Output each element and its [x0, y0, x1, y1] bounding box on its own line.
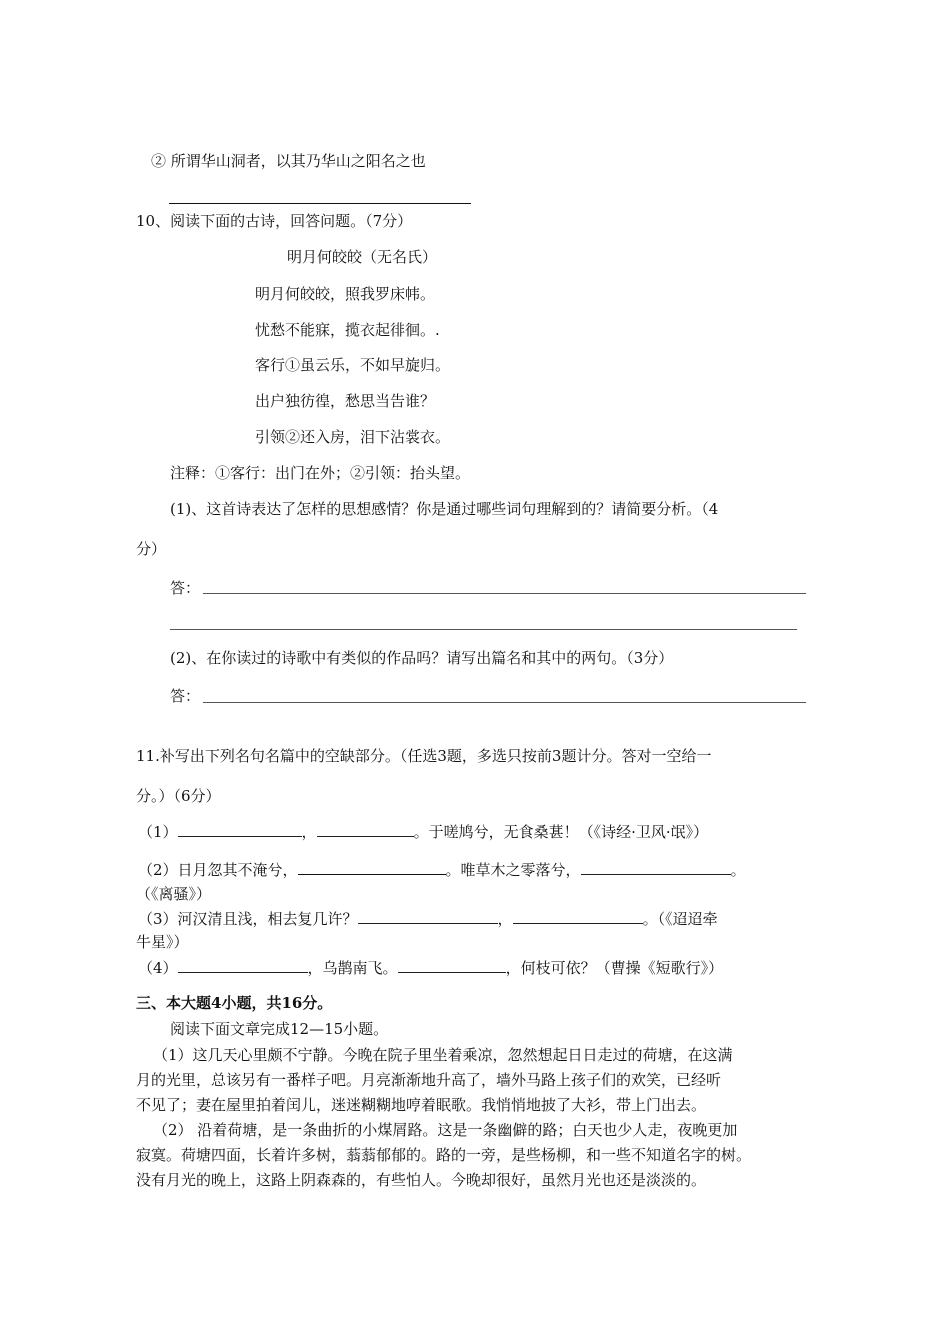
- q11-heading-line1: 11.补写出下列名句名篇中的空缺部分。（任选3题，多选只按前3题计分。答对一空给一: [136, 747, 712, 765]
- poem-line-3: 客行①虽云乐，不如早旋归。: [255, 356, 451, 374]
- q11-item3-blank-1[interactable]: [358, 909, 498, 924]
- poem-line-2: 忧愁不能寐，揽衣起徘徊。.: [255, 321, 440, 339]
- q11-item3: （3）河汉清且浅，相去复几许？ ， 。（《迢迢牵: [138, 910, 718, 928]
- q11-heading-line2: 分。）（6分）: [136, 787, 221, 805]
- q10-sub2-answer-label: 答：: [170, 687, 201, 705]
- poem-line-5: 引领②还入房，泪下沾裳衣。: [255, 428, 451, 446]
- q9-answer-line[interactable]: [169, 203, 471, 204]
- passage-p2-line3: 没有月光的晚上，这路上阴森森的，有些怕人。今晚却很好，虽然月光也还是淡淡的。: [136, 1171, 707, 1189]
- q11-item2-blank-1[interactable]: [298, 860, 446, 875]
- q10-sub1-answer-line-2[interactable]: [170, 629, 797, 630]
- q10-sub1-answer-label: 答：: [170, 579, 201, 597]
- q11-item4-blank-1[interactable]: [178, 958, 308, 973]
- q10-sub2-answer-line[interactable]: [203, 702, 806, 703]
- poem-notes: 注释：①客行：出门在外；②引领：抬头望。: [170, 464, 471, 482]
- q11-item2-blank-2[interactable]: [581, 860, 731, 875]
- section3-heading: 三、本大题4小题，共16分。: [136, 994, 333, 1012]
- q10-sub2: (2)、在你读过的诗歌中有类似的作品吗？请写出篇名和其中的两句。（3分）: [170, 649, 674, 667]
- q11-item1-blank-2[interactable]: [317, 822, 414, 837]
- poem-title: 明月何皎皎（无名氏）: [287, 248, 438, 266]
- passage-p1-line2: 月的光里，总该另有一番样子吧。月亮渐渐地升高了，墙外马路上孩子们的欢笑，已经听: [136, 1071, 722, 1089]
- q11-item1: （1） ， 。于嗟鸠兮，无食桑葚！（《诗经·卫风·氓》）: [138, 823, 709, 841]
- passage-p1-line1: （1）这几天心里颇不宁静。今晚在院子里坐着乘凉，忽然想起日日走过的荷塘，在这满: [153, 1046, 733, 1064]
- q11-item4: （4） ，乌鹊南飞。 ，何枝可依？（曹操《短歌行》）: [138, 959, 724, 977]
- q11-item4-blank-2[interactable]: [398, 958, 506, 973]
- q11-item1-num: （1）: [138, 823, 178, 841]
- section3-intro: 阅读下面文章完成12—15小题。: [170, 1020, 389, 1038]
- poem-line-4: 出户独彷徨，愁思当告谁？: [255, 392, 436, 410]
- poem-line-1: 明月何皎皎，照我罗床帏。: [255, 285, 436, 303]
- q10-sub1-line1: (1)、这首诗表达了怎样的思想感情？你是通过哪些词句理解到的？请简要分析。（4: [170, 500, 719, 518]
- q11-item2-source: （《离骚》）: [136, 885, 212, 903]
- q9-item2: ② 所谓华山洞者，以其乃华山之阳名之也: [151, 152, 426, 170]
- passage-p2-line1: （2） 沿着荷塘，是一条曲折的小煤屑路。这是一条幽僻的路；白天也少人走，夜晚更加: [153, 1121, 738, 1139]
- passage-p2-line2: 寂寞。荷塘四面，长着许多树，蓊蓊郁郁的。路的一旁，是些杨柳，和一些不知道名字的树。: [136, 1146, 752, 1164]
- q10-sub1-answer-line-1[interactable]: [203, 593, 806, 594]
- q11-item1-tail: 。于嗟鸠兮，无食桑葚！（《诗经·卫风·氓》）: [413, 823, 709, 841]
- q10-sub1-line2: 分）: [136, 540, 167, 558]
- q10-heading: 10、阅读下面的古诗，回答问题。（7分）: [136, 212, 413, 230]
- q11-item3-blank-2[interactable]: [513, 909, 643, 924]
- q11-item3-source: 牛星》）: [136, 933, 189, 951]
- q11-item2: （2）日月忽其不淹兮， 。唯草木之零落兮， 。: [138, 861, 746, 879]
- passage-p1-line3: 不见了；妻在屋里拍着闰儿，迷迷糊糊地哼着眠歌。我悄悄地披了大衫，带上门出去。: [136, 1096, 707, 1114]
- q11-item1-blank-1[interactable]: [178, 822, 302, 837]
